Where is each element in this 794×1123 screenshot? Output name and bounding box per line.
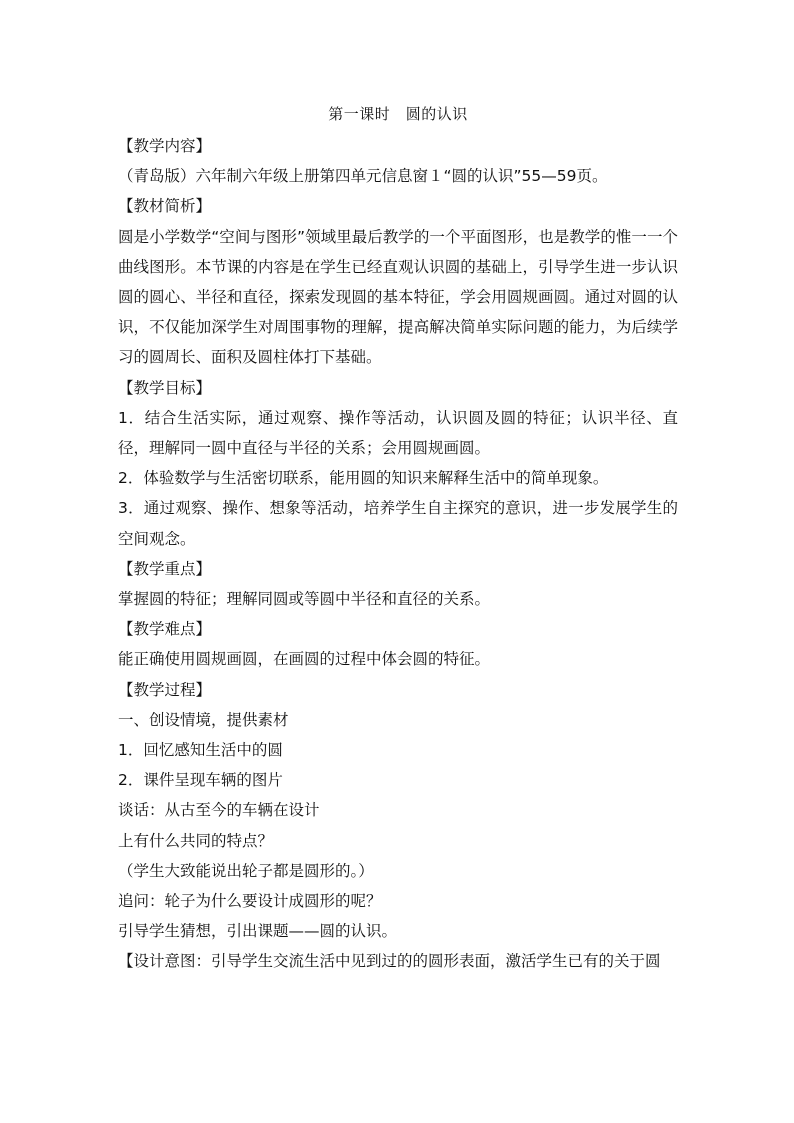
goal-item-3: 3．通过观察、操作、想象等活动，培养学生自主探究的意识，进一步发展学生的空间观念。 — [118, 499, 678, 548]
section-heading-process: 【教学过程】 — [118, 680, 212, 699]
key-point-paragraph: 掌握圆的特征；理解同圆或等圆中半径和直径的关系。 — [118, 590, 491, 609]
design-intent: 【设计意图：引导学生交流生活中见到过的的圆形表面，激活学生已有的关于圆 — [118, 952, 661, 971]
talk-line-2: 上有什么共同的特点？ — [118, 831, 274, 850]
guide-line: 引导学生猜想，引出课题——圆的认识。 — [118, 922, 398, 941]
talk-line-1: 谈话：从古至今的车辆在设计 — [118, 801, 320, 820]
section-heading-content: 【教学内容】 — [118, 137, 212, 155]
analysis-paragraph: 圆是小学数学“空间与图形”领域里最后教学的一个平面图形，也是教学的惟一一个曲线图形。本节课的内容是在学生已经直观认识圆的基础上，引导学生进一步认识圆的圆心、半径和直径，探索发现圆的基本特征，学会用圆规画圆。通过对圆的认识，不仅能加深学生对周围事物的理解，提高解决简单实际问题的能力，为后续学习的圆周长、面积及圆柱体打下基础。 — [118, 227, 678, 367]
followup-question: 追问：轮子为什么要设计成圆形的呢？ — [118, 892, 382, 911]
process-step-1: 一、创设情境，提供素材 — [118, 710, 289, 729]
goal-item-1: 1．结合生活实际，通过观察、操作等活动，认识圆及圆的特征；认识半径、直径，理解同一圆中直径与半径的关系；会用圆规画圆。 — [118, 408, 678, 458]
difficulty-paragraph: 能正确使用圆规画圆，在画圆的过程中体会圆的特征。 — [118, 650, 491, 669]
section-heading-analysis: 【教材简析】 — [118, 197, 212, 216]
document-title: 第一课时 圆的认识 — [328, 105, 468, 123]
student-answer: （学生大致能说出轮子都是圆形的。） — [118, 861, 374, 880]
document-body — [118, 103, 678, 977]
section-heading-goals: 【教学目标】 — [118, 378, 212, 397]
process-substep-2: 2．课件呈现车辆的图片 — [118, 771, 283, 790]
section-heading-difficulty: 【教学难点】 — [118, 620, 212, 639]
goal-item-2: 2．体验数学与生活密切联系，能用圆的知识来解释生活中的简单现象。 — [118, 469, 609, 488]
section-heading-key-point: 【教学重点】 — [118, 559, 212, 578]
process-substep-1: 1．回忆感知生活中的圆 — [118, 741, 283, 760]
content-paragraph: （青岛版）六年制六年级上册第四单元信息窗１“圆的认识”55—59页。 — [118, 167, 608, 186]
